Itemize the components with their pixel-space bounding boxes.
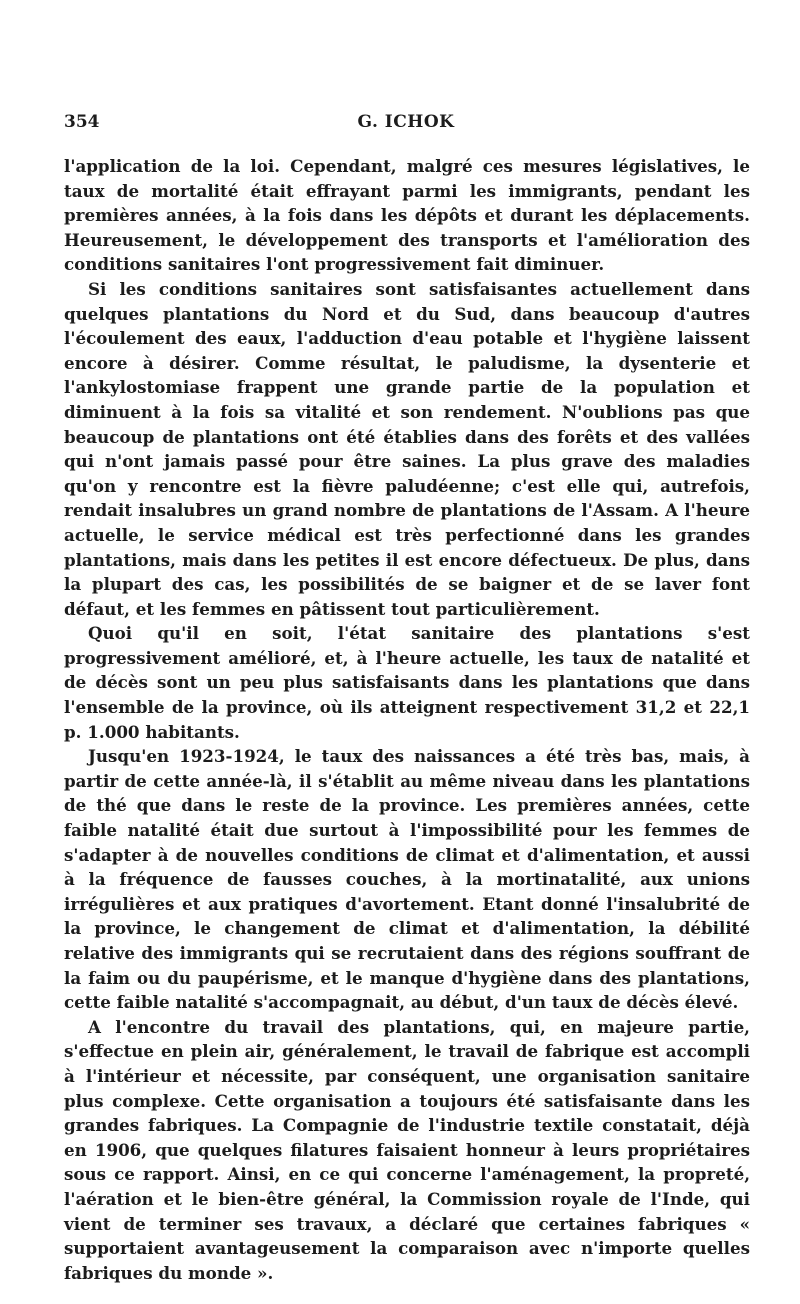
- page-number: 354: [64, 112, 100, 132]
- paragraph: Quoi qu'il en soit, l'état sanitaire des plantations s'est progressivement amélioré, et, à l'heure actuelle, les taux de natalité et de décès sont un peu plus satisfaisants dans les plantations que dans l'ensemble de la province, où ils atteignent respectivement 31,2 et 22,1 p. 1.000 habitants.: [64, 623, 750, 742]
- page-header: [64, 112, 748, 140]
- paragraph: Jusqu'en 1923-1924, le taux des naissances a été très bas, mais, à partir de cette année-là, il s'établit au même niveau dans les plantations de thé que dans le reste de la province. Les premières années, cette faible natalité était due surtout à l'impossibilité pour les femmes de s'adapter à de nouvelles conditions de climat et d'alimentation, et aussi à la fréquence de fausses couches, à la mortinatalité, aux unions irrégulières et aux pratiques d'avortement. Etant donné l'insalubrité de la province, le changement de climat et d'alimentation, la débilité relative des immigrants qui se recrutaient dans des régions souffrant de la faim ou du paupérisme, et le manque d'hygiène dans des plantations, cette faible natalité s'accompagnait, au début, d'un taux de décès élevé.: [64, 746, 750, 1013]
- running-head: G. ICHOK: [357, 112, 455, 132]
- paragraph: l'application de la loi. Cependant, malgré ces mesures législatives, le taux de mortalité était effrayant parmi les immigrants, pendant les premières années, à la fois dans les dépôts et durant les déplacements. Heureusement, le développement des transports et l'amélioration des conditions sanitaires l'ont progressivement fait diminuer.: [64, 156, 750, 275]
- body-text: [64, 154, 750, 1285]
- paragraph: Si les conditions sanitaires sont satisfaisantes actuellement dans quelques plantations du Nord et du Sud, dans beaucoup d'autres l'écoulement des eaux, l'adduction d'eau potable et l'hygiène laissent encore à désirer. Comme résultat, le paludisme, la dysenterie et l'ankylostomiase frappent une grande partie de la population et diminuent à la fois sa vitalité et son rendement. N'oublions pas que beaucoup de plantations ont été établies dans des forêts et des vallées qui n'ont jamais passé pour être saines. La plus grave des maladies qu'on y rencontre est la fièvre paludéenne; c'est elle qui, autrefois, rendait insalubres un grand nombre de plantations de l'Assam. A l'heure actuelle, le service médical est très perfectionné dans les grandes plantations, mais dans les petites il est encore défectueux. De plus, dans la plupart des cas, les possibilités de se baigner et de se laver font défaut, et les femmes en pâtissent tout particulièrement.: [64, 278, 750, 619]
- paragraph: A l'encontre du travail des plantations, qui, en majeure partie, s'effectue en plein air, généralement, le travail de fabrique est accompli à l'intérieur et nécessite, par conséquent, une organisation sanitaire plus complexe. Cette organisation a toujours été satisfaisante dans les grandes fabriques. La Compagnie de l'industrie textile constatait, déjà en 1906, que quelques filatures faisaient honneur à leurs propriétaires sous ce rapport. Ainsi, en ce qui concerne l'aménagement, la propreté, l'aération et le bien-être général, la Commission royale de l'Inde, qui vient de terminer ses travaux, a déclaré que certaines fabriques « supportaient avantageusement la comparaison avec n'importe quelles fabriques du monde ».: [64, 1016, 750, 1283]
